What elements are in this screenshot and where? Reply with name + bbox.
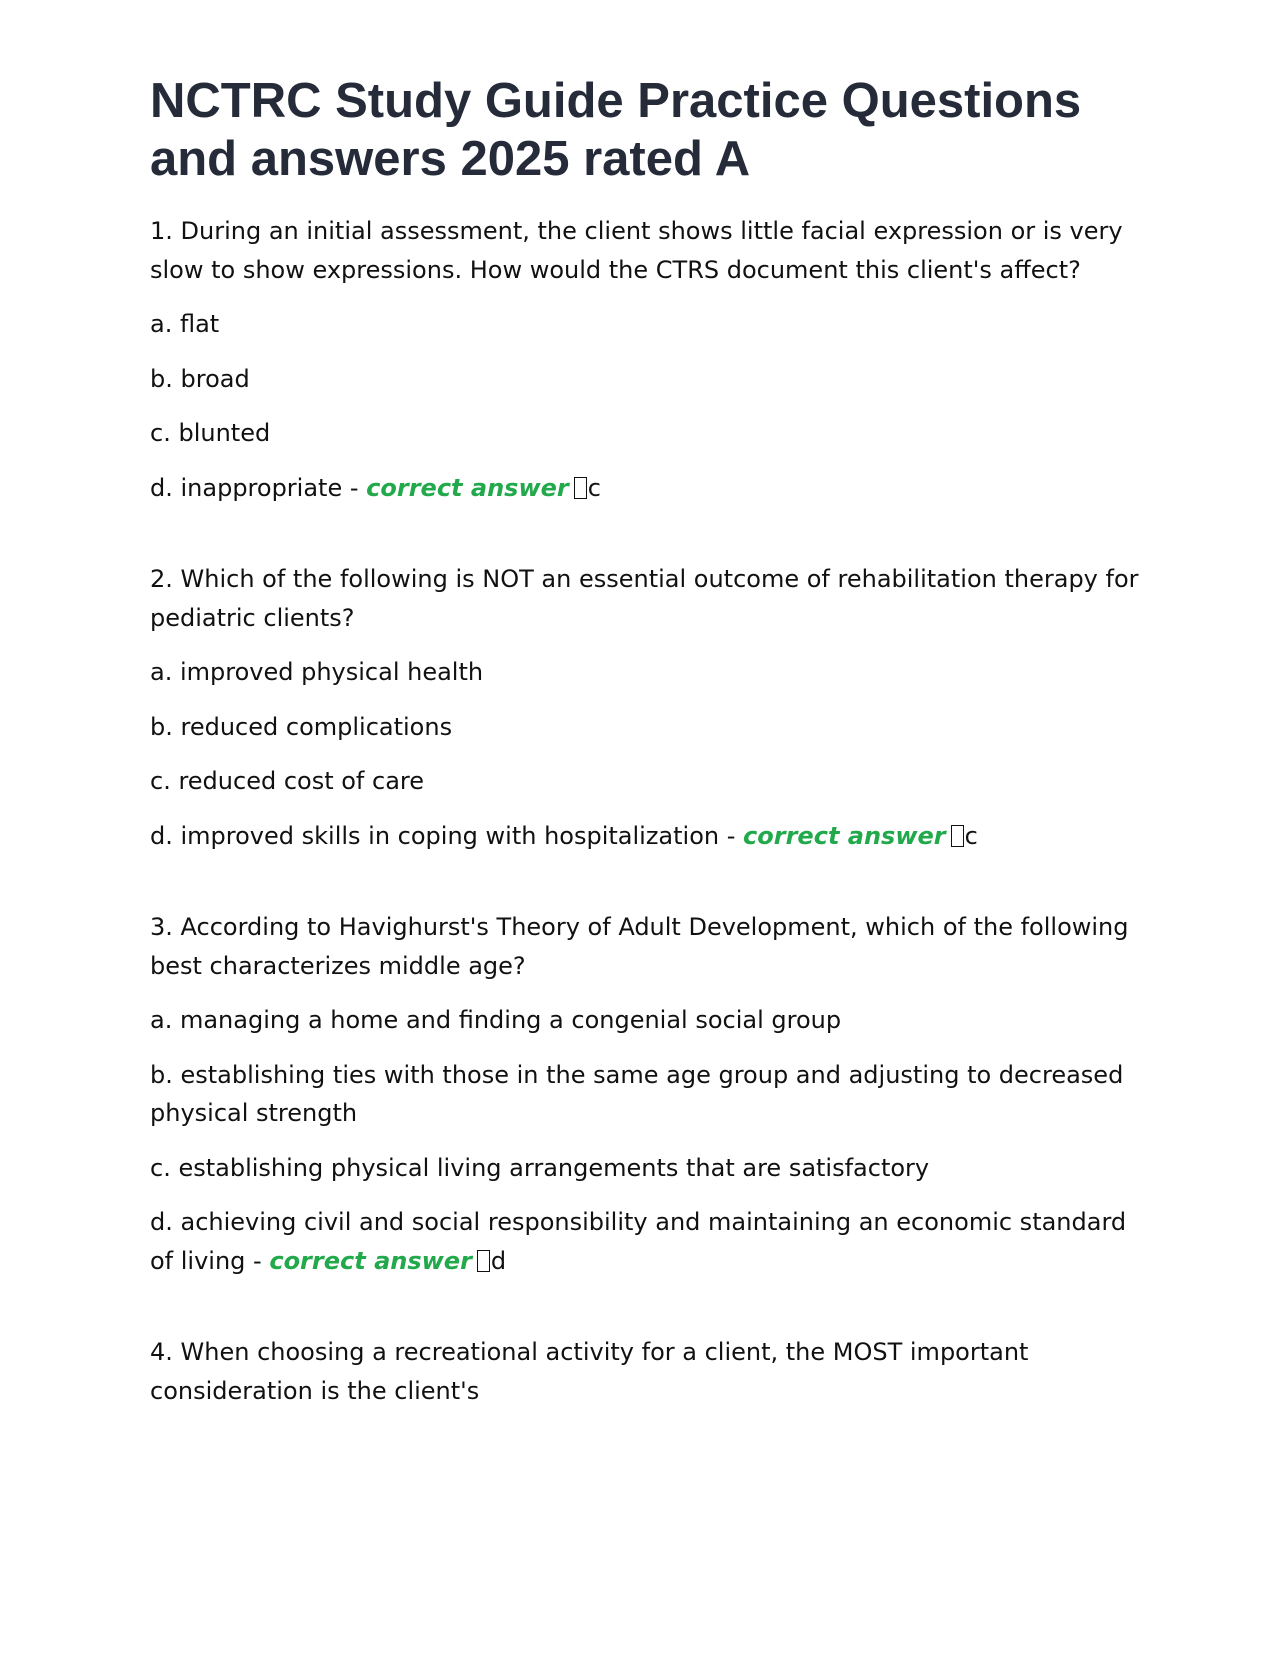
option-d-text: d. achieving civil and social responsibility and maintaining an economic standard of living - [150, 1208, 1127, 1275]
option-d-text: d. improved skills in coping with hospitalization - [150, 821, 736, 850]
correct-answer-value: c [587, 473, 601, 502]
correct-answer-value: c [964, 821, 978, 850]
question-text: 1. During an initial assessment, the client shows little facial expression or is very slow to show expressions. How would the CTRS document this client's affect? [150, 217, 1123, 284]
option-b: b. reduced complications [150, 712, 453, 741]
option-a: a. improved physical health [150, 658, 484, 686]
option-c: c. reduced cost of care [150, 767, 425, 795]
option-c: c. establishing physical living arrangements that are satisfactory [150, 1153, 930, 1182]
option-a: a. flat [150, 310, 220, 338]
question-text: 4. When choosing a recreational activity for a client, the MOST important consideration is the client's [150, 1338, 1029, 1405]
option-d-text: d. inappropriate - [150, 473, 359, 502]
option-b: b. establishing ties with those in the same age group and adjusting to decreased physical strength [150, 1060, 1124, 1127]
correct-answer-label: correct answer [743, 821, 946, 850]
correct-answer-value: d [490, 1246, 507, 1275]
question-3 [150, 908, 1140, 1280]
option-d [150, 1203, 1140, 1280]
option-a: a. managing a home and finding a congenial social group [150, 1006, 842, 1034]
question-text: 3. According to Havighurst's Theory of Adult Development, which of the following best characterizes middle age? [150, 913, 1129, 980]
document-page [150, 72, 1140, 1463]
option-b: b. broad [150, 364, 250, 393]
option-c: c. blunted [150, 419, 271, 447]
question-4 [150, 1333, 1140, 1410]
correct-answer-label: correct answer [366, 473, 569, 502]
document-title: NCTRC Study Guide Practice Questions and answers 2025 rated A [150, 74, 1082, 186]
question-1 [150, 212, 1140, 507]
question-2 [150, 560, 1140, 855]
correct-answer-label: correct answer [269, 1246, 472, 1275]
option-d [150, 817, 1140, 856]
missing-glyph-icon [951, 825, 964, 847]
missing-glyph-icon [574, 477, 587, 499]
question-text: 2. Which of the following is NOT an essential outcome of rehabilitation therapy for pediatric clients? [150, 565, 1139, 632]
missing-glyph-icon [477, 1250, 490, 1272]
option-d [150, 469, 1140, 508]
